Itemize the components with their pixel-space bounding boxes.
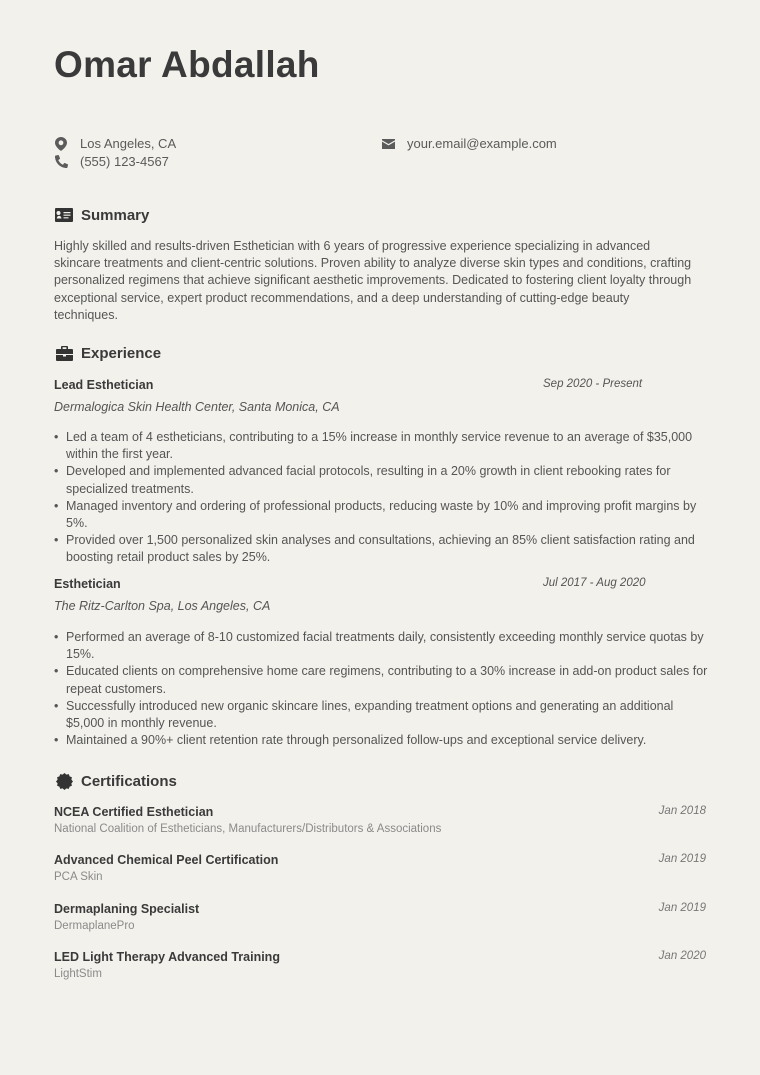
map-pin-icon [54, 137, 68, 151]
experience-title: Experience [81, 344, 162, 362]
job-bullets [54, 629, 709, 749]
contact-phone [54, 154, 169, 169]
bullet-item: • Educated clients on comprehensive home care regimens, contributing to a 30% increase in add-on product sales for repeat customers. [54, 663, 709, 697]
certification-org: National Coalition of Estheticians, Manufacturers/Distributors & Associations [54, 823, 442, 835]
certification-org: DermaplanePro [54, 920, 135, 932]
job-bullets [54, 429, 709, 567]
bullet-item: • Maintained a 90%+ client retention rate through personalized follow-ups and exceptional service delivery. [54, 732, 709, 749]
certification-org: PCA Skin [54, 871, 103, 883]
bullet-item: • Managed inventory and ordering of professional products, reducing waste by 10% and improving profit margins by 5%. [54, 498, 709, 532]
summary-title: Summary [81, 206, 150, 224]
certification-name: LED Light Therapy Advanced Training [54, 950, 280, 964]
certification-date: Jan 2018 [658, 805, 706, 817]
bullet-item: • Developed and implemented advanced facial protocols, resulting in a 20% growth in client rebooking rates for specialized treatments. [54, 463, 709, 497]
certifications-heading [54, 771, 177, 791]
certification-item [54, 950, 706, 980]
briefcase-icon [54, 343, 74, 363]
certification-name: Dermaplaning Specialist [54, 902, 200, 916]
contact-location [54, 136, 176, 151]
bullet-item: • Performed an average of 8-10 customized facial treatments daily, consistently exceeding monthly service quotas by 15%. [54, 629, 709, 663]
experience-heading [54, 343, 161, 363]
envelope-icon [381, 137, 395, 151]
id-card-icon [54, 205, 74, 225]
certification-name: NCEA Certified Esthetician [54, 805, 214, 819]
certification-date: Jan 2019 [658, 853, 706, 865]
job-company: Dermalogica Skin Health Center, Santa Monica, CA [54, 400, 340, 414]
bullet-item: • Provided over 1,500 personalized skin analyses and consultations, achieving an 85% client satisfaction rating and boosting retail product sales by 25%. [54, 532, 709, 566]
certification-item [54, 853, 706, 883]
job-date: Sep 2020 - Present [543, 378, 643, 390]
badge-icon [54, 771, 74, 791]
job-title: Esthetician [54, 577, 121, 591]
job-title: Lead Esthetician [54, 378, 154, 392]
email-text[interactable]: your.email@example.com [407, 136, 557, 151]
summary-heading [54, 205, 149, 225]
certification-org: LightStim [54, 968, 102, 980]
certification-item [54, 902, 706, 932]
job-date: Jul 2017 - Aug 2020 [543, 577, 646, 589]
certification-item [54, 805, 706, 835]
phone-icon [54, 155, 68, 169]
job-company: The Ritz-Carlton Spa, Los Angeles, CA [54, 599, 271, 613]
bullet-item: • Led a team of 4 estheticians, contributing to a 15% increase in monthly service revenue to an average of $35,000 within the first year. [54, 429, 709, 463]
certification-date: Jan 2019 [658, 902, 706, 914]
contact-email [381, 136, 557, 151]
certification-date: Jan 2020 [658, 950, 706, 962]
certifications-title: Certifications [81, 772, 177, 790]
certification-name: Advanced Chemical Peel Certification [54, 853, 279, 867]
phone-text: (555) 123-4567 [80, 154, 169, 169]
summary-text: Highly skilled and results-driven Esthetician with 6 years of progressive experience specializing in advanced skincare treatments and client-centric solutions. Proven ability to analyze diverse skin types and conditions, crafting personalized regimens that achieve significant aesthetic improvements. Dedicated to fostering client loyalty through exceptional service, expert product recommendations, and a deep understanding of cutting-edge beauty techniques. [54, 239, 692, 322]
location-text: Los Angeles, CA [80, 136, 177, 151]
bullet-item: • Successfully introduced new organic skincare lines, expanding treatment options and generating an additional $5,000 in monthly revenue. [54, 698, 709, 732]
candidate-name: Omar Abdallah [54, 44, 320, 85]
